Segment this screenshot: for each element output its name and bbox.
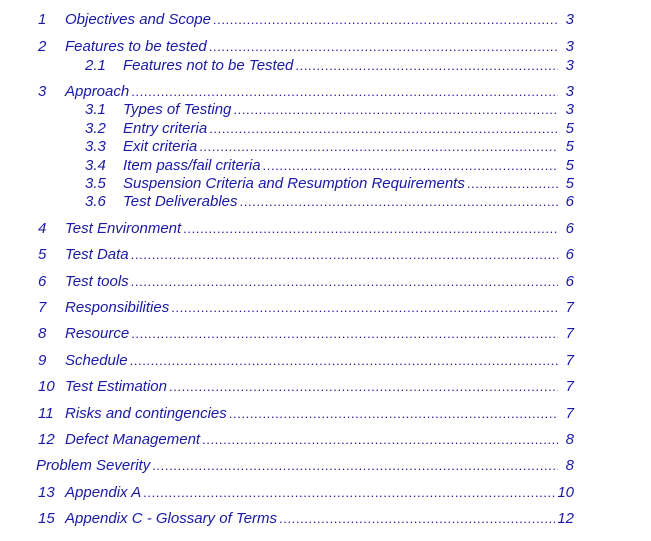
toc-entry-page: 3 bbox=[565, 11, 574, 28]
dot-leader bbox=[202, 431, 558, 449]
toc-entry-page: 12 bbox=[557, 510, 574, 527]
toc-entry-responsibilities[interactable] bbox=[38, 299, 574, 317]
toc-entry-page: 7 bbox=[565, 299, 574, 316]
toc-entry-title: Resource bbox=[65, 325, 130, 342]
toc-entry-title: Appendix C - Glossary of Terms bbox=[65, 510, 278, 527]
toc-entry-page: 6 bbox=[565, 220, 574, 237]
toc-entry-title: Entry criteria bbox=[123, 120, 208, 137]
toc-entry-schedule[interactable] bbox=[38, 352, 574, 370]
toc-entry-item-pass-fail-criteria[interactable] bbox=[85, 157, 574, 175]
toc-entry-number: 3.5 bbox=[85, 175, 106, 192]
toc-entry-title: Test Data bbox=[65, 246, 129, 263]
toc-entry-title: Approach bbox=[65, 83, 130, 100]
toc-entry-number: 9 bbox=[38, 352, 47, 369]
toc-entry-features-not-to-be-tested[interactable] bbox=[85, 57, 574, 75]
toc-entry-number: 5 bbox=[38, 246, 47, 263]
toc-entry-number: 3.2 bbox=[85, 120, 106, 137]
toc-entry-test-environment[interactable] bbox=[38, 220, 574, 238]
toc-entry-number: 1 bbox=[38, 11, 47, 28]
toc-entry-page: 3 bbox=[565, 101, 574, 118]
dot-leader bbox=[213, 11, 558, 29]
dot-leader bbox=[152, 457, 558, 475]
toc-entry-title: Features to be tested bbox=[65, 38, 207, 55]
toc-entry-page: 3 bbox=[565, 38, 574, 55]
dot-leader bbox=[131, 325, 558, 343]
dot-leader bbox=[169, 378, 558, 396]
toc-entry-number: 10 bbox=[38, 378, 55, 395]
toc-entry-title: Features not to be Tested bbox=[123, 57, 294, 74]
toc-entry-types-of-testing[interactable] bbox=[85, 101, 574, 119]
toc-entry-page: 7 bbox=[565, 378, 574, 395]
toc-entry-risks-and-contingencies[interactable] bbox=[38, 405, 574, 423]
toc-entry-defect-management[interactable] bbox=[38, 431, 574, 449]
toc-entry-number: 8 bbox=[38, 325, 47, 342]
toc-entry-title: Test Environment bbox=[65, 220, 182, 237]
toc-entry-number: 3 bbox=[38, 83, 47, 100]
toc-entry-title: Responsibilities bbox=[65, 299, 170, 316]
dot-leader bbox=[233, 101, 558, 119]
dot-leader bbox=[199, 138, 558, 156]
toc-entry-title: Item pass/fail criteria bbox=[123, 157, 261, 174]
toc-entry-exit-criteria[interactable] bbox=[85, 138, 574, 156]
toc-entry-page: 5 bbox=[565, 120, 574, 137]
dot-leader bbox=[183, 220, 558, 238]
dot-leader bbox=[209, 120, 558, 138]
toc-entry-page: 5 bbox=[565, 157, 574, 174]
toc-entry-entry-criteria[interactable] bbox=[85, 120, 574, 138]
toc-entry-appendix-a[interactable] bbox=[38, 484, 574, 502]
toc-entry-objectives-and-scope[interactable] bbox=[38, 11, 574, 29]
toc-entry-title: Schedule bbox=[65, 352, 128, 369]
dot-leader bbox=[209, 38, 558, 56]
toc-entry-number: 2.1 bbox=[85, 57, 106, 74]
toc-entry-number: 3.1 bbox=[85, 101, 106, 118]
dot-leader bbox=[131, 246, 558, 264]
toc-entry-title: Suspension Criteria and Resumption Requirements bbox=[123, 175, 465, 192]
dot-leader bbox=[131, 83, 558, 101]
dot-leader bbox=[171, 299, 558, 317]
toc-entry-title: Risks and contingencies bbox=[65, 405, 227, 422]
toc-entry-suspension-criteria[interactable] bbox=[85, 175, 574, 193]
dot-leader bbox=[263, 157, 558, 175]
toc-entry-page: 5 bbox=[565, 138, 574, 155]
toc-entry-page: 3 bbox=[565, 57, 574, 74]
toc-entry-title: Appendix A bbox=[65, 484, 142, 501]
toc-entry-page: 6 bbox=[565, 193, 574, 210]
toc-entry-test-tools[interactable] bbox=[38, 273, 574, 291]
toc-entry-number: 6 bbox=[38, 273, 47, 290]
toc-entry-title: Objectives and Scope bbox=[65, 11, 211, 28]
toc-entry-page: 5 bbox=[565, 175, 574, 192]
toc-entry-title: Defect Management bbox=[65, 431, 201, 448]
toc-entry-title: Test Estimation bbox=[65, 378, 167, 395]
toc-entry-title: Exit criteria bbox=[123, 138, 198, 155]
toc-entry-features-to-be-tested[interactable] bbox=[38, 38, 574, 56]
toc-entry-approach[interactable] bbox=[38, 83, 574, 101]
toc-entry-page: 10 bbox=[557, 484, 574, 501]
toc-entry-page: 8 bbox=[565, 457, 574, 474]
toc-entry-number: 11 bbox=[38, 405, 54, 422]
toc-entry-resource[interactable] bbox=[38, 325, 574, 343]
toc-entry-number: 12 bbox=[38, 431, 55, 448]
toc-entry-number: 7 bbox=[38, 299, 47, 316]
toc-entry-page: 3 bbox=[565, 83, 574, 100]
dot-leader bbox=[131, 273, 558, 291]
toc-entry-number: 3.6 bbox=[85, 193, 106, 210]
toc-entry-page: 6 bbox=[565, 246, 574, 263]
toc-entry-title: Test Deliverables bbox=[123, 193, 238, 210]
toc-entry-number: 13 bbox=[38, 484, 55, 501]
toc-entry-page: 7 bbox=[565, 405, 574, 422]
toc-entry-title: Test tools bbox=[65, 273, 129, 290]
dot-leader bbox=[143, 484, 555, 502]
toc-entry-number: 15 bbox=[38, 510, 55, 527]
toc-entry-number: 3.3 bbox=[85, 138, 106, 155]
toc-entry-test-estimation[interactable] bbox=[38, 378, 574, 396]
toc-entry-page: 6 bbox=[565, 273, 574, 290]
toc-entry-page: 7 bbox=[565, 325, 574, 342]
dot-leader bbox=[130, 352, 558, 370]
toc-entry-page: 7 bbox=[565, 352, 574, 369]
dot-leader bbox=[240, 193, 559, 211]
dot-leader bbox=[279, 510, 555, 528]
toc-entry-test-data[interactable] bbox=[38, 246, 574, 264]
toc-entry-page: 8 bbox=[565, 431, 574, 448]
toc-entry-title: Problem Severity bbox=[36, 457, 151, 474]
toc-entry-appendix-c-glossary[interactable] bbox=[38, 510, 574, 528]
dot-leader bbox=[295, 57, 558, 75]
toc-entry-number: 3.4 bbox=[85, 157, 106, 174]
toc-entry-test-deliverables[interactable] bbox=[85, 193, 574, 211]
toc-entry-number: 4 bbox=[38, 220, 47, 237]
toc-entry-title: Types of Testing bbox=[123, 101, 232, 118]
toc-entry-problem-severity[interactable] bbox=[36, 457, 574, 475]
toc-entry-number: 2 bbox=[38, 38, 47, 55]
dot-leader bbox=[229, 405, 558, 423]
dot-leader bbox=[467, 175, 558, 193]
